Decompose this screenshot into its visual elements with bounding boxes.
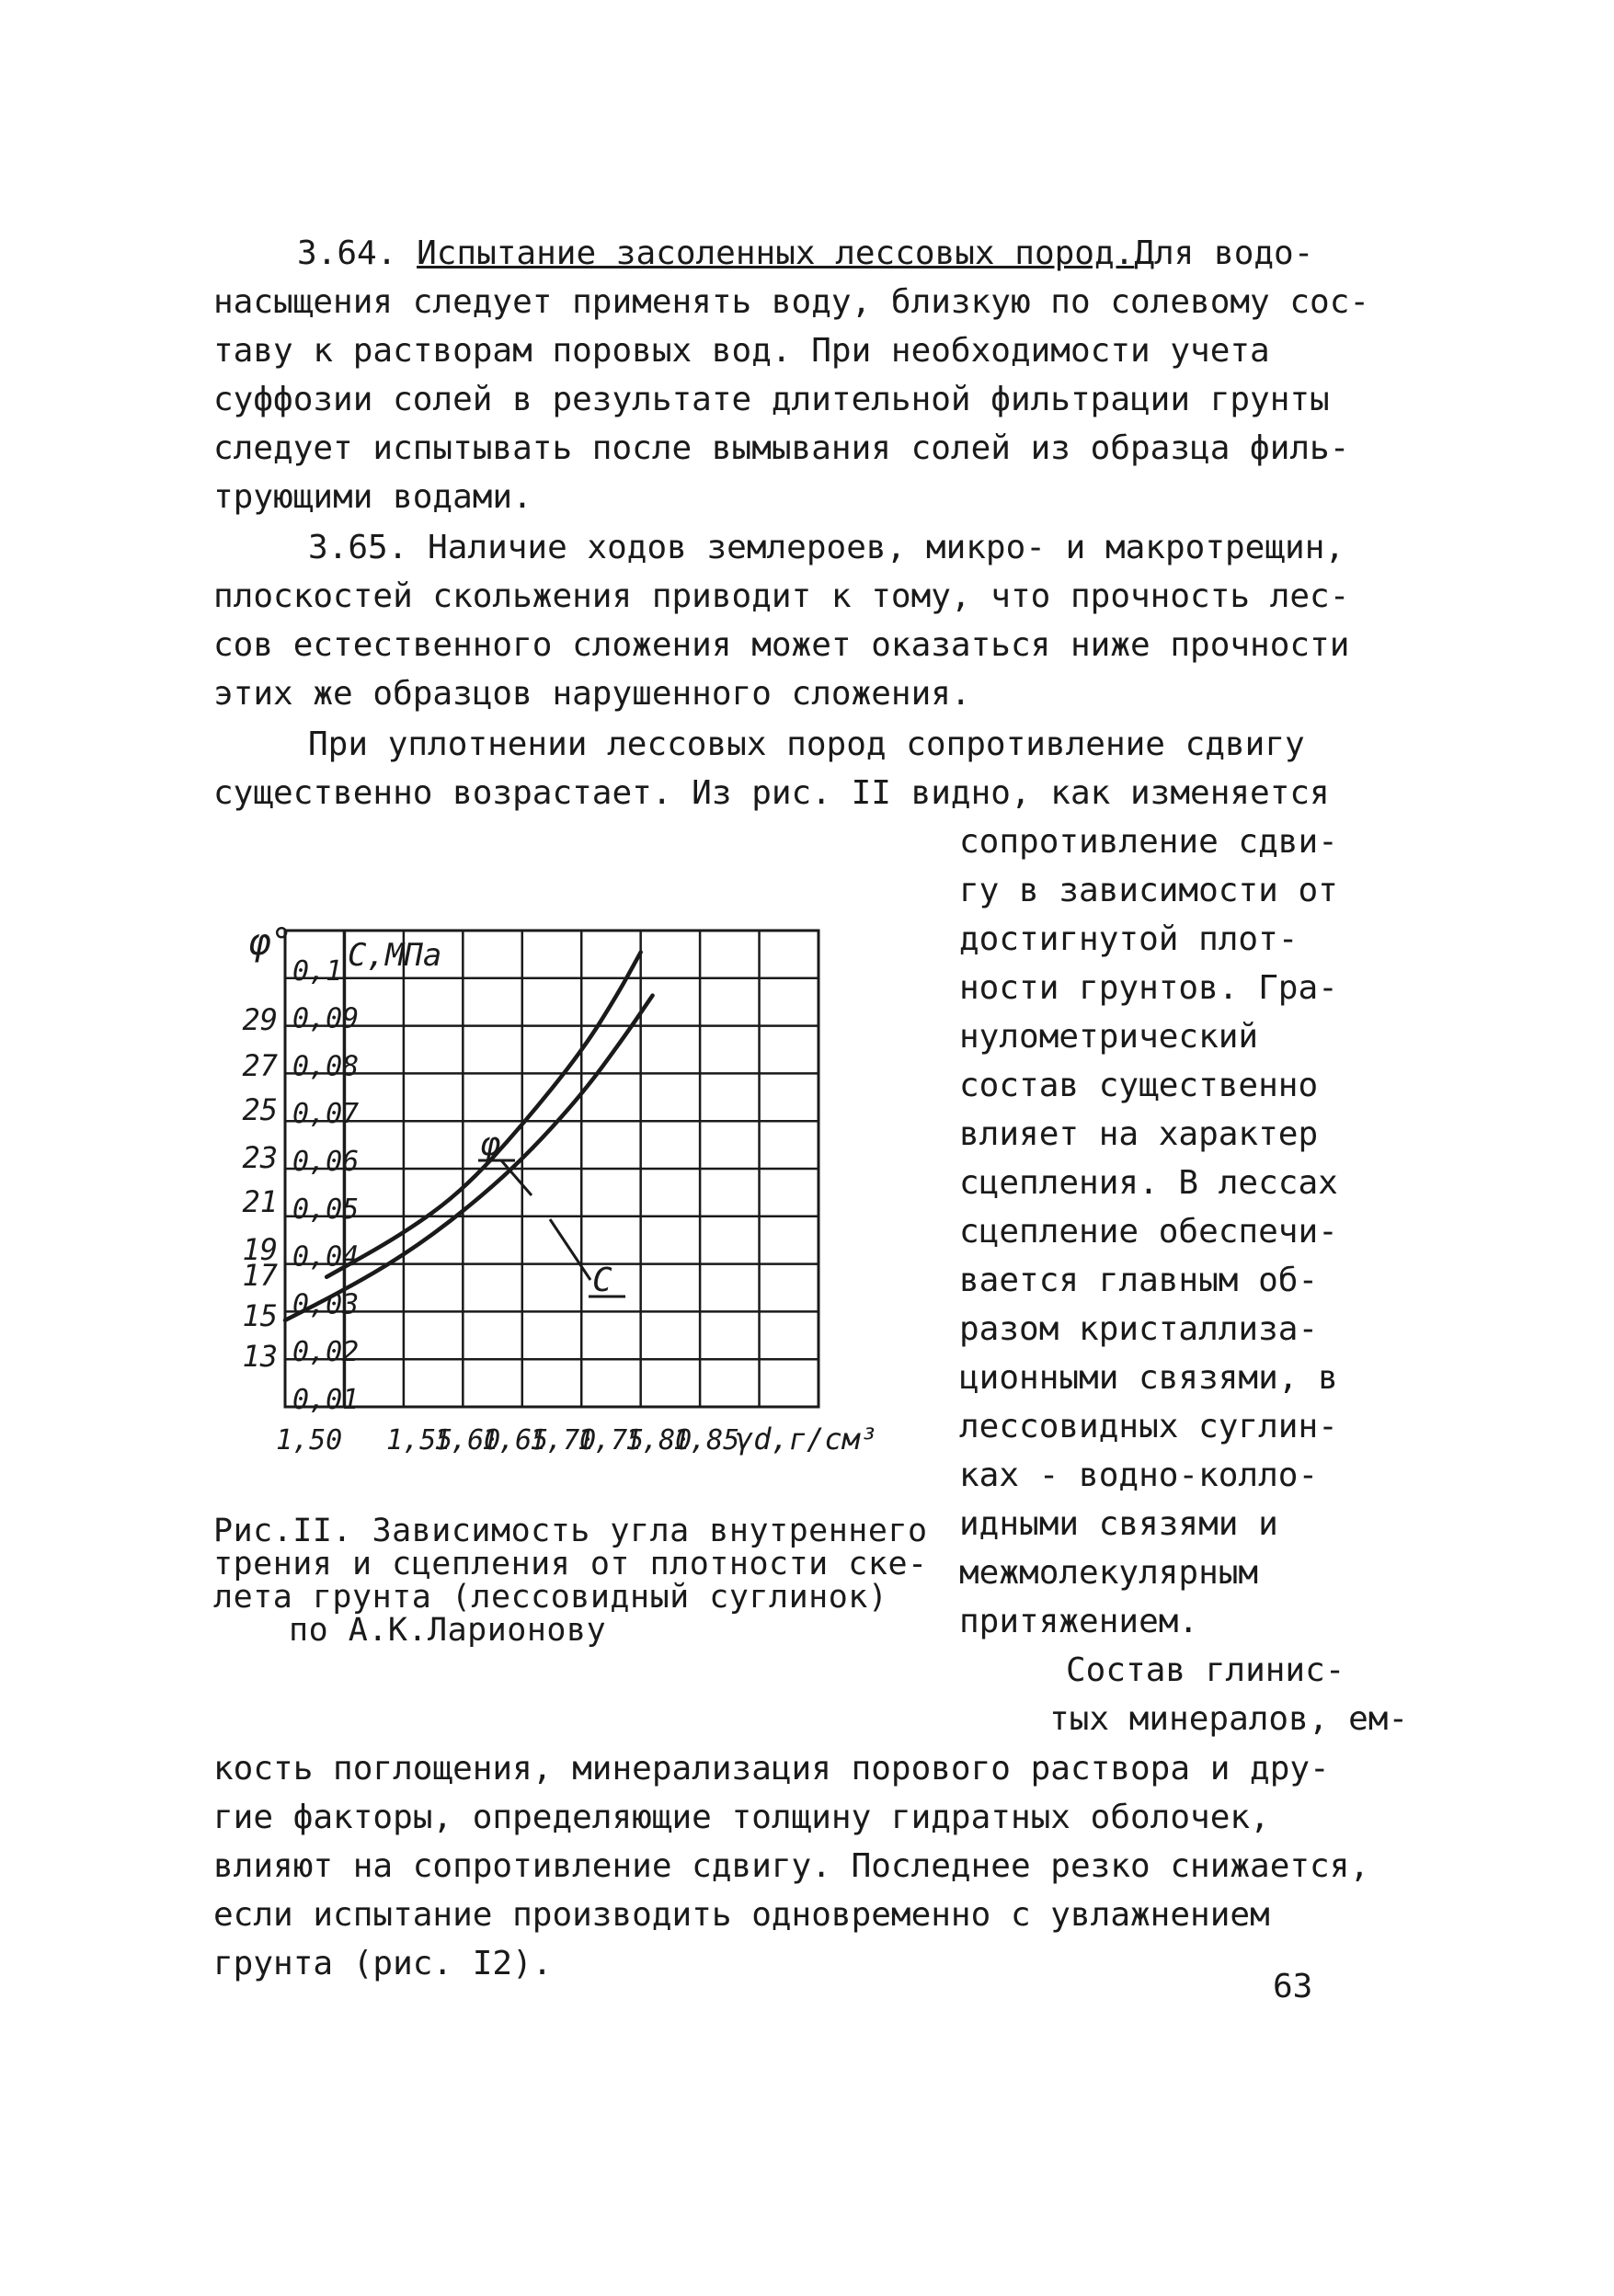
x-tick-label: 1,80 bbox=[625, 1424, 693, 1456]
x-tick-label: 1,75 bbox=[578, 1424, 645, 1456]
side-text-line-9: вается главным об- bbox=[959, 1262, 1319, 1299]
chart-grid bbox=[285, 931, 818, 1407]
c-tick-label: 0,03 bbox=[292, 1288, 360, 1321]
section-364-title: Испытание засоленных лессовых пород. bbox=[417, 234, 1135, 272]
y-left-axis-label: φ° bbox=[248, 921, 293, 964]
bottom-text-line-3: если испытание производить одновременно с увлажнением bbox=[213, 1896, 1270, 1934]
side-text-line-12: лессовидных суглин- bbox=[959, 1408, 1338, 1445]
c-tick-label: 0,09 bbox=[292, 1002, 360, 1035]
phi-tick-label: 27 bbox=[242, 1048, 278, 1083]
x-tick-label: 1,85 bbox=[673, 1424, 740, 1456]
x-tick-label: 1,55 bbox=[386, 1424, 453, 1456]
phi-tick-label: 17 bbox=[242, 1258, 278, 1293]
phi-tick-label: 15 bbox=[242, 1298, 278, 1333]
side-text-line-3: ности грунтов. Гра- bbox=[959, 969, 1338, 1007]
x-tick-label: 1,50 bbox=[276, 1424, 343, 1456]
x-tick-label: 1,65 bbox=[482, 1424, 549, 1456]
side-text-line-1: гу в зависимости от bbox=[959, 872, 1338, 909]
paragraph-3-line-1: существенно возрастает. Из рис. II видно, как изменяется bbox=[213, 774, 1330, 812]
c-tick-label: 0,06 bbox=[292, 1146, 360, 1178]
section-364-line-3: суффозии солей в результате длительной фильтрации грунты bbox=[213, 381, 1330, 418]
side-text-line-5: состав существенно bbox=[959, 1067, 1319, 1104]
x-axis-label: γd,г/см³ bbox=[736, 1422, 878, 1456]
side-text-line-0: сопротивление сдви- bbox=[959, 823, 1338, 861]
bottom-text-line-1: гие факторы, определяющие толщину гидратных оболочек, bbox=[213, 1799, 1270, 1836]
bottom-text-line-0: кость поглощения, минерализация порового раствора и дру- bbox=[213, 1750, 1330, 1788]
section-364-first-line bbox=[297, 234, 1314, 272]
figure-caption-line-3: по А.К.Ларионову bbox=[289, 1612, 607, 1649]
section-364-line-4: следует испытывать после вымывания солей из образца филь- bbox=[213, 429, 1350, 467]
side-text-line-2: достигнутой плот- bbox=[959, 920, 1299, 958]
side-text-line-13: ках - водно-колло- bbox=[959, 1456, 1319, 1494]
annotation-c-leader bbox=[550, 1219, 590, 1280]
chart-labels bbox=[242, 921, 877, 1456]
annotation-c-label: С bbox=[592, 1262, 612, 1299]
phi-tick-label: 13 bbox=[242, 1339, 278, 1374]
c-tick-label: 0,02 bbox=[292, 1336, 360, 1369]
phi-tick-label: 21 bbox=[242, 1184, 278, 1219]
side-text-line-15: межмолекулярным bbox=[959, 1554, 1259, 1592]
bottom-text-line-4: грунта (рис. I2). bbox=[213, 1945, 553, 1982]
y-right-axis-label: С,МПа bbox=[348, 937, 442, 974]
phi-tick-label: 29 bbox=[242, 1002, 278, 1037]
c-tick-label: 0,05 bbox=[292, 1193, 360, 1226]
series-c-curve bbox=[285, 996, 653, 1320]
x-tick-label: 1,60 bbox=[434, 1424, 501, 1456]
c-tick-label: 0,1 bbox=[292, 954, 343, 988]
section-364-line-2: таву к растворам поровых вод. При необходимости учета bbox=[213, 332, 1270, 370]
bottom-text-line-2: влияют на сопротивление сдвигу. Последнее резко снижается, bbox=[213, 1847, 1370, 1885]
annotation-phi-label: φ bbox=[480, 1125, 500, 1163]
phi-tick-label: 19 bbox=[242, 1232, 278, 1267]
side-text-line-16: притяжением. bbox=[959, 1603, 1199, 1640]
c-tick-label: 0,04 bbox=[292, 1240, 360, 1274]
section-365-line-1: плоскостей скольжения приводит к тому, что прочность лес- bbox=[213, 577, 1350, 615]
side-text-line-7: сцепления. В лессах bbox=[959, 1164, 1338, 1202]
chart-curves bbox=[285, 953, 653, 1320]
c-tick-label: 0,01 bbox=[292, 1384, 360, 1416]
phi-tick-label: 25 bbox=[242, 1092, 278, 1127]
section-365-line-2: сов естественного сложения может оказаться ниже прочности bbox=[213, 626, 1350, 664]
side-text-line-10: разом кристаллиза- bbox=[959, 1310, 1319, 1348]
section-364-line-5: трующими водами. bbox=[213, 478, 532, 516]
side-text-line-17: Состав глинис- bbox=[1066, 1651, 1345, 1689]
figure-caption-line-1: трения и сцепления от плотности ске- bbox=[213, 1546, 928, 1582]
side-text-line-18: тых минералов, ем- bbox=[1049, 1700, 1409, 1738]
side-text-line-14: идными связями и bbox=[959, 1505, 1278, 1543]
phi-tick-label: 23 bbox=[242, 1140, 278, 1175]
series-phi-curve bbox=[326, 953, 641, 1277]
section-365-line-3: этих же образцов нарушенного сложения. bbox=[213, 675, 971, 713]
figure-caption-line-2: лета грунта (лессовидный суглинок) bbox=[213, 1579, 888, 1616]
section-364-line-0: Для водо- bbox=[1134, 234, 1314, 272]
side-text-line-4: нулометрический bbox=[959, 1018, 1259, 1056]
annotation-phi-leader bbox=[501, 1160, 532, 1195]
chart-frame bbox=[285, 931, 818, 1407]
c-tick-label: 0,07 bbox=[292, 1098, 360, 1131]
side-text-line-11: ционными связями, в bbox=[959, 1359, 1338, 1397]
side-text-line-8: сцепление обеспечи- bbox=[959, 1213, 1338, 1251]
side-text-line-6: влияет на характер bbox=[959, 1115, 1319, 1153]
section-364-line-1: насыщения следует применять воду, близкую по солевому сос- bbox=[213, 283, 1370, 321]
section-364-number: 3.64. bbox=[297, 234, 397, 272]
section-365-line-0: 3.65. Наличие ходов землероев, микро- и макротрещин, bbox=[308, 529, 1345, 566]
c-tick-label: 0,08 bbox=[292, 1050, 360, 1083]
x-tick-label: 1,70 bbox=[530, 1424, 597, 1456]
page-number: 63 bbox=[1273, 1968, 1313, 2005]
figure-caption-line-0: Рис.II. Зависимость угла внутреннего bbox=[213, 1513, 928, 1549]
paragraph-3-line-0: При уплотнении лессовых пород сопротивление сдвигу bbox=[308, 725, 1305, 763]
